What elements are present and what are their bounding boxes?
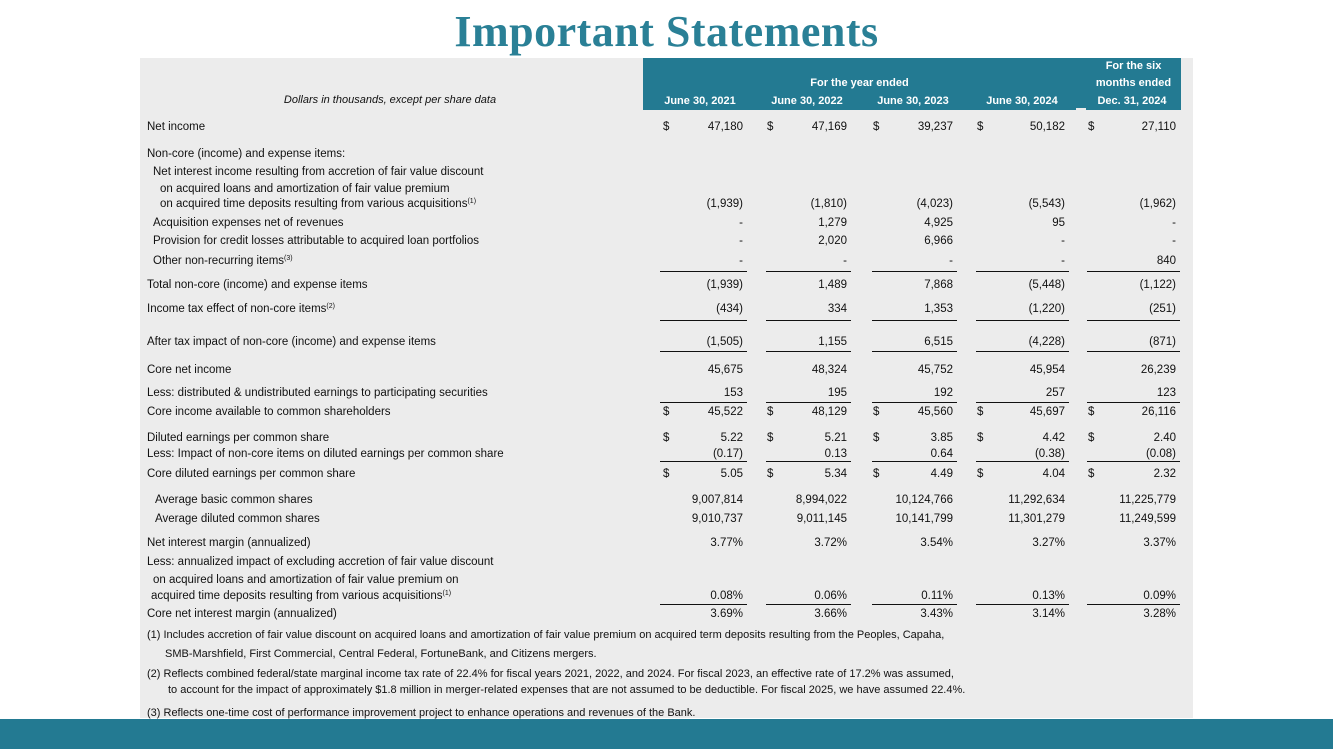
table-cell: 0.13 [824,448,847,460]
row-label [147,147,345,161]
table-cell: 1,489 [818,279,847,291]
row-label-text: Other non-recurring items [153,255,285,267]
table-cell: 7,868 [924,279,953,291]
table-cell: 48,324 [811,364,847,376]
table-cell: 9,007,814 [691,494,743,506]
table-cell: 3.28% [1143,608,1176,620]
column-header: June 30, 2024 [986,95,1058,107]
row-label-text: Total non-core (income) and expense items [147,279,368,291]
row-label-text: on acquired loans and amortization of fair value premium on [153,574,459,586]
cell-underline [660,320,747,321]
dollar-sign: $ [873,432,880,444]
cell-underline [976,604,1069,605]
cell-underline [1087,271,1180,272]
row-label-text: Core income available to common shareholders [147,406,391,418]
table-cell: 45,560 [917,406,953,418]
table-cell: 0.64 [930,448,953,460]
footnote-marker: (2) [326,303,335,310]
table-cell: 45,954 [1029,364,1065,376]
row-label-text: Core diluted earnings per common share [147,468,356,480]
cell-underline [660,351,747,352]
footnote: (2) Reflects combined federal/state marginal income tax rate of 22.4% for fiscal years 2021, 2022, and 2024. For fiscal 2023, an effective rate of 17.2% was assumed, [147,668,954,680]
cell-underline [1087,402,1180,403]
table-cell: 0.09% [1143,590,1176,602]
cell-underline [766,320,851,321]
table-cell: 0.11% [921,590,953,602]
row-label-text: Less: annualized impact of excluding accretion of fair value discount [147,556,494,568]
table-cell: 0.06% [814,590,847,602]
table-cell: 3.66% [814,608,847,620]
dollar-sign: $ [873,468,880,480]
table-cell: 48,129 [811,406,847,418]
table-cell: 27,110 [1141,121,1176,133]
table-cell: 1,353 [924,303,953,315]
table-cell: 45,675 [707,364,743,376]
table-cell: - [739,217,743,229]
table-cell: 39,237 [917,121,953,133]
cell-underline [660,461,747,462]
cell-underline [976,351,1069,352]
footnote: to account for the impact of approximately $1.8 million in merger-related expenses that are not assumed to be deductible. For fiscal 2025, we have assumed 22.4%. [168,684,966,696]
cell-underline [976,402,1069,403]
table-cell: 47,180 [707,121,743,133]
row-label-text: Diluted earnings per common share [147,432,330,444]
dollar-sign: $ [767,432,774,444]
dollar-sign: $ [977,468,984,480]
table-cell: 45,697 [1029,406,1065,418]
row-label [147,607,337,621]
table-cell: 153 [723,387,743,399]
row-label [147,447,504,461]
footer-bar [0,719,1333,749]
dollar-sign: $ [977,121,984,133]
row-label-text: acquired time deposits resulting from various acquisitions [151,590,443,602]
row-label [153,573,459,587]
page-title: Important Statements [454,7,879,56]
table-cell: 3.69% [710,608,743,620]
table-cell: 47,169 [811,121,847,133]
row-label [153,216,344,230]
row-label-text: on acquired loans and amortization of fair value premium [160,183,450,195]
table-cell: 2,020 [818,235,847,247]
row-label-text: Net income [147,121,206,133]
row-label [147,278,368,292]
row-label-text: Non-core (income) and expense items: [147,148,346,160]
table-cell: 5.21 [824,432,847,444]
cell-underline [976,461,1069,462]
column-header: Dec. 31, 2024 [1097,95,1167,107]
table-cell: 2.32 [1153,468,1176,480]
table-cell: 11,292,634 [1008,494,1065,506]
table-cell: 3.43% [920,608,953,620]
table-cell: (1,810) [810,198,847,210]
table-cell: 45,522 [707,406,743,418]
units-note: Dollars in thousands, except per share data [283,94,497,106]
row-label-text: Provision for credit losses attributable to acquired loan portfolios [153,235,480,247]
dollar-sign: $ [663,406,670,418]
row-label [153,254,293,268]
table-cell: 26,239 [1140,364,1176,376]
row-label-text: Income tax effect of non-core items [147,303,327,315]
table-cell: - [1061,235,1065,247]
row-label-text: Net interest margin (annualized) [147,537,311,549]
cell-underline [976,271,1069,272]
row-label [147,302,335,316]
table-cell: 3.37% [1143,537,1176,549]
table-cell: (0.17) [712,448,743,460]
column-header: June 30, 2021 [664,95,736,107]
row-label-text: Average basic common shares [155,494,313,506]
table-cell: 3.27% [1032,537,1065,549]
table-cell: (5,543) [1028,198,1065,210]
footnote-marker: (1) [467,198,477,205]
table-cell: 840 [1156,255,1176,267]
table-cell: 5.05 [720,468,743,480]
cell-underline [766,402,851,403]
table-cell: - [739,235,743,247]
row-label [160,182,450,196]
dollar-sign: $ [1088,121,1095,133]
cell-underline [660,604,747,605]
row-label [147,386,488,400]
table-cell: 123 [1156,387,1176,399]
table-cell: 3.14% [1032,608,1065,620]
column-header: June 30, 2023 [877,95,949,107]
table-cell: 5.34 [824,468,847,480]
row-label-text: on acquired time deposits resulting from various acquisitions [160,198,468,210]
table-cell: 6,966 [924,235,953,247]
row-label [147,335,436,349]
cell-underline [1087,320,1180,321]
row-label [147,405,391,419]
dollar-sign: $ [1088,406,1095,418]
row-label [147,120,205,134]
row-label [151,589,451,603]
cell-underline [660,271,747,272]
table-cell: 45,752 [917,364,953,376]
cell-underline [872,271,957,272]
table-cell: (5,448) [1028,279,1065,291]
table-cell: 334 [827,303,847,315]
table-cell: - [739,255,743,267]
table-cell: - [949,255,953,267]
table-cell: 0.08% [710,590,743,602]
table-cell: 1,279 [818,217,847,229]
row-label-text: Less: distributed & undistributed earnings to participating securities [147,387,488,399]
table-cell: 3.54% [920,537,953,549]
cell-underline [766,351,851,352]
table-cell: - [1061,255,1065,267]
header-group-six-line1: For the six [1105,60,1162,72]
cell-underline [872,402,957,403]
table-cell: (0.08) [1145,448,1176,460]
cell-underline [766,271,851,272]
table-cell: (434) [716,303,743,315]
table-cell: 1,155 [818,336,847,348]
table-cell: 11,301,279 [1008,513,1065,525]
table-cell: 192 [933,387,953,399]
dollar-sign: $ [977,406,984,418]
table-cell: 26,116 [1141,406,1176,418]
table-cell: 4.49 [930,468,953,480]
table-cell: 4.04 [1042,468,1065,480]
table-cell: 195 [827,387,847,399]
row-label-text: Less: Impact of non-core items on diluted earnings per common share [147,448,504,460]
table-cell: 5.22 [720,432,743,444]
table-cell: 4,925 [924,217,953,229]
table-cell: (1,505) [706,336,743,348]
row-label [155,493,313,507]
table-cell: 9,010,737 [691,513,743,525]
dollar-sign: $ [663,468,670,480]
cell-underline [1087,351,1180,352]
table-cell: 2.40 [1153,432,1176,444]
table-cell: (4,023) [916,198,953,210]
dollar-sign: $ [1088,432,1095,444]
row-label-text: Acquisition expenses net of revenues [153,217,344,229]
table-cell: 9,011,145 [796,513,847,525]
dollar-sign: $ [663,121,670,133]
header-underline [1086,108,1181,110]
table-cell: 11,249,599 [1119,513,1176,525]
table-cell: 3.85 [930,432,953,444]
dollar-sign: $ [767,468,774,480]
row-label-text: Core net income [147,364,232,376]
cell-underline [1087,604,1180,605]
dollar-sign: $ [767,121,774,133]
column-header: June 30, 2022 [771,95,843,107]
cell-underline [872,351,957,352]
header-underline [643,108,1076,110]
cell-underline [872,461,957,462]
table-cell: (1,220) [1028,303,1065,315]
table-cell: (1,939) [706,279,743,291]
table-cell: 3.77% [710,537,743,549]
cell-underline [1087,461,1180,462]
dollar-sign: $ [977,432,984,444]
table-cell: - [1172,217,1176,229]
table-cell: 11,225,779 [1119,494,1176,506]
footnote-marker: (3) [284,255,293,262]
table-cell: (1,122) [1139,279,1176,291]
row-label [147,363,231,377]
table-cell: 10,124,766 [895,494,953,506]
dollar-sign: $ [767,406,774,418]
cell-underline [766,461,851,462]
table-cell: 4.42 [1042,432,1065,444]
footnote: (3) Reflects one-time cost of performance improvement project to enhance operations and revenues of the Bank. [147,707,696,719]
cell-underline [872,604,957,605]
row-label [147,467,355,481]
cell-underline [660,402,747,403]
table-cell: 8,994,022 [795,494,847,506]
table-cell: (251) [1149,303,1176,315]
table-cell: 95 [1052,217,1065,229]
table-cell: (871) [1149,336,1176,348]
row-label-text: Average diluted common shares [155,513,320,525]
table-cell: (0.38) [1034,448,1065,460]
dollar-sign: $ [663,432,670,444]
table-cell: 3.72% [814,537,847,549]
table-cell: (1,939) [706,198,743,210]
row-label-text: After tax impact of non-core (income) and expense items [147,336,436,348]
footnote: (1) Includes accretion of fair value discount on acquired loans and amortization of fair value premium on acquired term deposits resulting from the Peoples, Capaha, [147,629,945,641]
cell-underline [766,604,851,605]
row-label-text: Net interest income resulting from accretion of fair value discount [153,166,484,178]
header-group-year: For the year ended [810,77,909,89]
table-cell: 10,141,799 [895,513,953,525]
row-label [155,512,320,526]
header-group-six-line2: months ended [1095,77,1172,89]
row-label [160,197,476,211]
cell-underline [872,320,957,321]
table-cell: (4,228) [1028,336,1065,348]
row-label [147,555,493,569]
table-cell: - [1172,235,1176,247]
dollar-sign: $ [873,121,880,133]
table-cell: 0.13% [1032,590,1065,602]
table-cell: - [843,255,847,267]
table-cell: 50,182 [1029,121,1065,133]
footnote: SMB-Marshfield, First Commercial, Central Federal, FortuneBank, and Citizens mergers. [165,648,597,660]
dollar-sign: $ [1088,468,1095,480]
footnote-marker: (1) [442,590,452,597]
table-cell: 6,515 [924,336,953,348]
row-label-text: Core net interest margin (annualized) [147,608,337,620]
cell-underline [976,320,1069,321]
row-label [147,536,311,550]
row-label [153,234,479,248]
row-label [153,165,483,179]
table-cell: (1,962) [1139,198,1176,210]
dollar-sign: $ [873,406,880,418]
row-label [147,431,329,445]
table-cell: 257 [1045,387,1065,399]
